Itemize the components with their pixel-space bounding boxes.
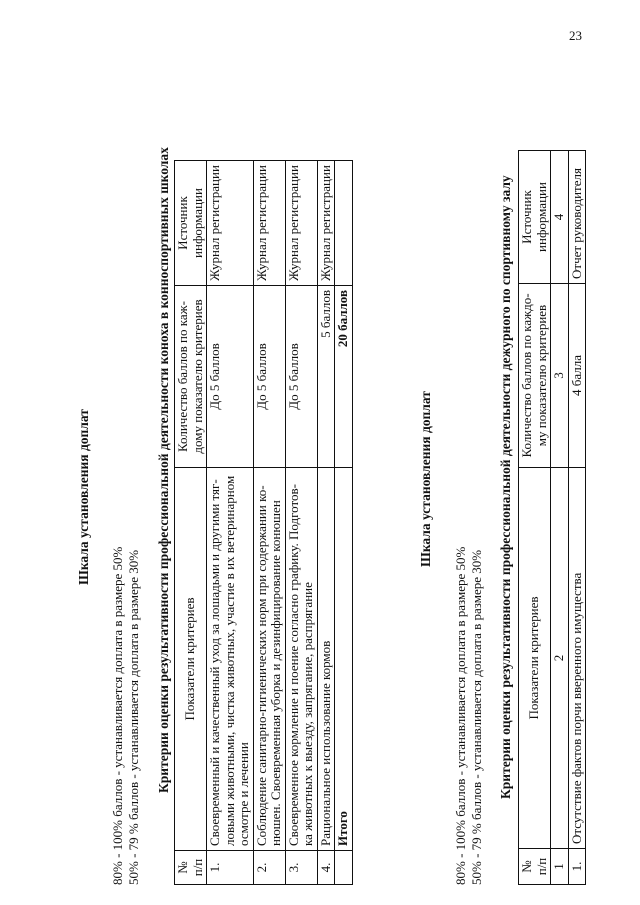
row-number: 3. <box>285 851 317 885</box>
table-index-row <box>551 151 569 885</box>
row-points: До 5 баллов <box>253 286 285 468</box>
header-source: Источник информации <box>175 161 207 286</box>
criteria-line: осмотре и лечении <box>236 742 252 846</box>
header-criteria: Показатели критериев <box>519 468 551 849</box>
section1-table-title: Критерии оценки результативности профессиональной деятельности коноха в конноспортивных школах <box>156 147 171 793</box>
row-points: 5 баллов <box>317 286 335 468</box>
header-points-line2: му показателю критериев <box>533 304 549 447</box>
criteria-line: Рациональное использование кормов <box>317 640 333 846</box>
row-points: До 5 баллов <box>207 286 254 468</box>
header-number-line1: № <box>519 860 534 873</box>
header-number <box>519 849 551 885</box>
header-number-line2: п/п <box>189 858 205 877</box>
header-number <box>175 851 207 885</box>
section1-criteria-table <box>174 160 353 885</box>
row-points: До 5 баллов <box>285 286 317 468</box>
criteria-line: Своевременный и качественный уход за лошадьми и другими тяг- <box>207 479 223 846</box>
row-number: 2. <box>253 851 285 885</box>
total-source-cell <box>335 161 353 286</box>
table-total-row <box>335 161 353 885</box>
section1-title: Шкала установления доплат <box>76 409 91 585</box>
header-source: Источник информации <box>519 151 551 284</box>
table-header-row <box>519 151 551 885</box>
section2-rule-2: 50% - 79 % баллов - устанавливается доплата в размере 30% <box>469 549 484 885</box>
criteria-line: ловыми животными, чистка животных, участие в их ветеринарном <box>221 475 237 846</box>
criteria-line: Соблюдение санитарно-гигиенических норм при содержании ко- <box>253 485 269 846</box>
section1-rule-2: 50% - 79 % баллов - устанавливается доплата в размере 30% <box>126 549 141 885</box>
row-number: 4. <box>317 851 335 885</box>
table-header-row <box>175 161 207 885</box>
criteria-line: нюшен. Своевременная уборка и дезинфицирование конюшен <box>268 500 284 846</box>
row-number: 1. <box>207 851 254 885</box>
page-number: 23 <box>569 28 582 43</box>
section2-title: Шкала установления доплат <box>418 391 433 567</box>
header-number-line2: п/п <box>533 857 549 876</box>
row-source: Журнал регистрации <box>253 161 285 286</box>
index-cell: 4 <box>551 151 569 284</box>
row-source: Журнал регистрации <box>207 161 254 286</box>
row-criteria <box>207 468 254 851</box>
section1-rule-1: 80% - 100% баллов - устанавливается доплата в размере 50% <box>110 546 125 885</box>
row-criteria <box>317 468 335 851</box>
table-row <box>317 161 335 885</box>
row-source: Журнал регистрации <box>285 161 317 286</box>
row-source: Отчет руководителя <box>568 151 586 284</box>
row-criteria <box>285 468 317 851</box>
table-row <box>207 161 254 885</box>
row-criteria: Отсутствие фактов порчи вверенного имущества <box>568 468 586 849</box>
row-source: Журнал регистрации <box>317 161 335 286</box>
header-criteria: Показатели критериев <box>175 468 207 851</box>
total-number-cell <box>335 851 353 885</box>
index-cell: 3 <box>551 284 569 468</box>
row-number: 1. <box>568 849 586 885</box>
index-cell: 2 <box>551 468 569 849</box>
section2-rule-1: 80% - 100% баллов - устанавливается доплата в размере 50% <box>453 546 468 885</box>
rotated-page-content <box>58 35 638 885</box>
table-row <box>285 161 317 885</box>
header-points-line2: дому показателю критериев <box>189 299 205 454</box>
criteria-line: Своевременное кормление и поение согласно графику. Подготов- <box>285 484 301 846</box>
header-number-line1: № <box>175 861 190 874</box>
header-points <box>519 284 551 468</box>
row-points: 4 балла <box>568 284 586 468</box>
criteria-line: ка животных к выезду, запрягание, распрягание <box>300 582 316 846</box>
index-cell: 1 <box>551 849 569 885</box>
header-points-line1: Количество баллов по каждо- <box>519 293 534 458</box>
total-label: Итого <box>335 468 353 851</box>
section2-table-title: Критерии оценки результативности профессиональной деятельности дежурного по спортивному залу <box>498 175 513 799</box>
header-points-line1: Количество баллов по каж- <box>175 301 190 452</box>
row-criteria <box>253 468 285 851</box>
table-row <box>568 151 586 885</box>
total-value: 20 баллов <box>335 286 353 468</box>
header-points <box>175 286 207 468</box>
section2-criteria-table <box>518 150 586 885</box>
table-row <box>253 161 285 885</box>
